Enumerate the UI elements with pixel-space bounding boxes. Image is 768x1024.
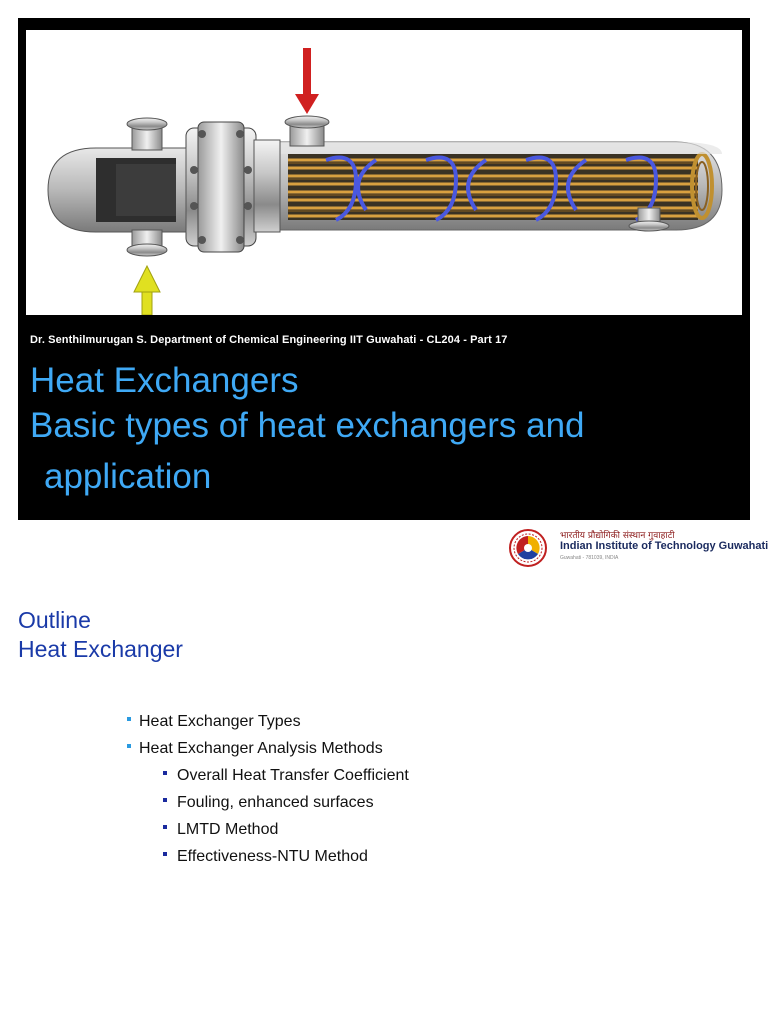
sub-bullet-item: Fouling, enhanced surfaces	[124, 791, 409, 818]
sub-bullet-item: Effectiveness-NTU Method	[124, 845, 409, 872]
cold-inlet-arrow	[134, 266, 160, 315]
bullet-icon	[163, 852, 167, 856]
logo-address: Guwahati - 781039, INDIA	[560, 555, 619, 561]
subtitle-line-2: application	[44, 457, 212, 496]
bullet-icon	[127, 744, 131, 748]
outline-heading	[18, 606, 183, 664]
bullet-icon	[127, 717, 131, 721]
title-slide	[18, 18, 750, 520]
logo-hindi-name: भारतीय प्रौद्योगिकी संस्थान गुवाहाटी	[560, 531, 675, 541]
author-byline: Dr. Senthilmurugan S. Department of Chemical Engineering IIT Guwahati - CL204 - Part 17	[30, 334, 508, 346]
institute-emblem-icon	[508, 528, 548, 568]
outline-title-line-1: Outline	[18, 607, 91, 633]
bullet-item: Heat Exchanger Types	[124, 710, 409, 737]
slide-title: Heat Exchangers	[30, 361, 299, 400]
subtitle-line-1: Basic types of heat exchangers and	[30, 406, 585, 445]
shell-and-tube-illustration	[26, 30, 742, 315]
sub-bullet-item: Overall Heat Transfer Coefficient	[124, 764, 409, 791]
bullet-icon	[163, 798, 167, 802]
bullet-icon	[163, 771, 167, 775]
outline-title-line-2: Heat Exchanger	[18, 636, 183, 662]
heat-exchanger-image	[26, 30, 742, 315]
iit-guwahati-logo	[508, 526, 768, 570]
slide-subtitle	[30, 400, 730, 502]
bullet-item: Heat Exchanger Analysis Methods	[124, 737, 409, 764]
outline-bullet-list	[124, 710, 409, 872]
logo-english-name: Indian Institute of Technology Guwahati	[560, 540, 768, 552]
sub-bullet-item: LMTD Method	[124, 818, 409, 845]
bullet-icon	[163, 825, 167, 829]
hot-inlet-arrow	[295, 48, 319, 114]
